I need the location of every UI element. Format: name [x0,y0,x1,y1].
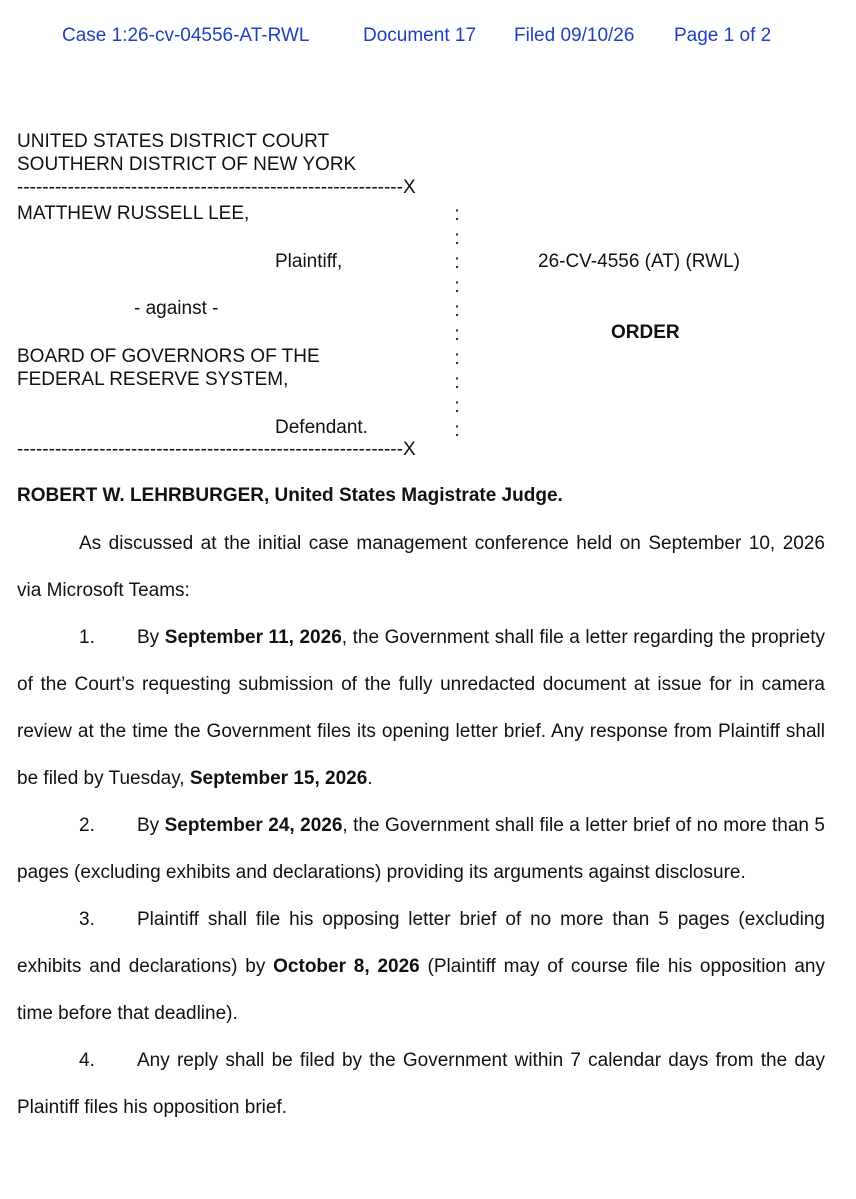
item-number: 2. [79,815,95,836]
order-item-4: 4. Any reply shall be filed by the Government within 7 calendar days from the day Plaintiff files his opposition brief. [17,1037,825,1131]
filed-date-stamp: Filed 09/10/26 [514,25,635,46]
court-name-line2: SOUTHERN DISTRICT OF NEW YORK [17,154,357,175]
order-item-3: 3. Plaintiff shall file his opposing letter brief of no more than 5 pages (excluding exhibits and declarations) by October 8, 2026 (Plaintiff may of course file his opposition any time before that deadline). [17,896,825,1037]
item-number: 4. [79,1050,95,1071]
defendant-name-line2: FEDERAL RESERVE SYSTEM, [17,369,289,390]
page-number-stamp: Page 1 of 2 [674,25,772,46]
item-number: 3. [79,909,95,930]
response-date: September 15, 2026 [189,768,368,789]
order-body [17,520,825,1131]
defendant-name-line1: BOARD OF GOVERNORS OF THE [17,346,320,367]
order-item-1: 1. By September 11, 2026, the Government shall file a letter regarding the propriety of the Court’s requesting submission of the fully unredacted document at issue for in camera review at the time the Government files its opening letter brief. Any response from Plaintiff shall be filed by Tuesday, September 15, 2026. [17,614,825,802]
defendant-role: Defendant. [275,417,368,438]
court-name-line1: UNITED STATES DISTRICT COURT [17,131,330,152]
order-item-2: 2. By September 24, 2026, the Government shall file a letter brief of no more than 5 pages (excluding exhibits and declarations) providing its arguments against disclosure. [17,802,825,896]
deadline-date: September 24, 2026 [164,815,343,836]
judge-line: ROBERT W. LEHRBURGER, United States Magistrate Judge. [17,485,563,506]
order-title: ORDER [611,322,680,343]
caption-colon-column: : : : : : : : : : : [454,204,460,441]
caption-top-rule: -------------------------------------------------------------X [17,177,416,198]
intro-paragraph: As discussed at the initial case management conference held on September 10, 2026 via Microsoft Teams: [17,533,825,601]
caption-bottom-rule: -------------------------------------------------------------X [17,439,416,460]
plaintiff-name: MATTHEW RUSSELL LEE, [17,203,250,224]
case-number-stamp: Case 1:26-cv-04556-AT-RWL [62,25,310,46]
against-label: - against - [134,298,219,319]
docket-number: 26-CV-4556 (AT) (RWL) [538,251,741,272]
item-number: 1. [79,627,95,648]
document-number-stamp: Document 17 [363,25,477,46]
deadline-date: October 8, 2026 [273,956,420,977]
plaintiff-role: Plaintiff, [275,251,343,272]
deadline-date: September 11, 2026 [164,627,342,648]
